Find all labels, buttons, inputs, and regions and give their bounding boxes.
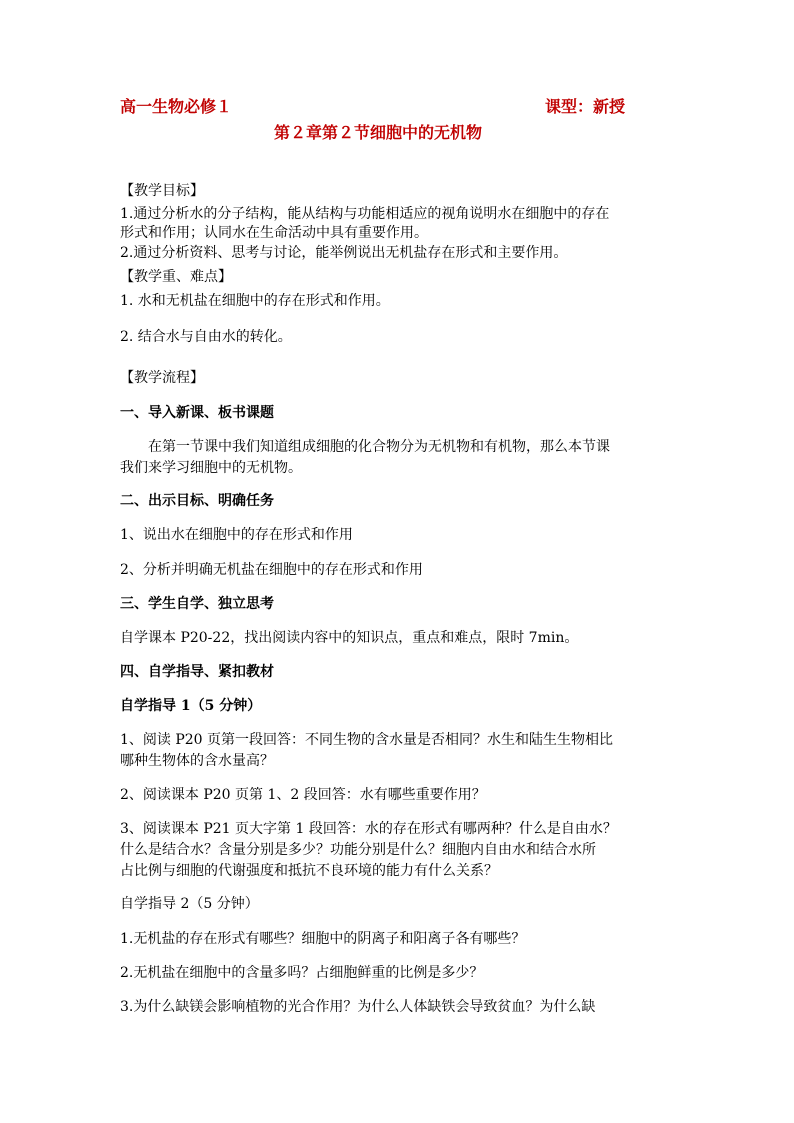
lesson-type-label: 课型：新授 <box>545 97 626 116</box>
guide-1-question-2: 2、阅读课本 P20 页第 1、2 段回答：水有哪些重要作用？ <box>120 787 486 803</box>
guide-1-question-1-line-1: 1、阅读 P20 页第一段回答：不同生物的含水量是否相同？水生和陆生生物相比 <box>120 732 614 748</box>
section-3-paragraph: 自学课本 P20-22，找出阅读内容中的知识点，重点和难点，限时 7min。 <box>120 630 579 646</box>
objective-1-line-2: 形式和作用；认同水在生命活动中具有重要作用。 <box>120 225 428 241</box>
objectives-heading: 【教学目标】 <box>120 183 204 199</box>
guide-1-question-3-line-2: 什么是结合水？含量分别是多少？功能分别是什么？细胞内自由水和结合水所 <box>120 842 596 858</box>
section-4-title: 四、自学指导、紧扣教材 <box>120 664 274 680</box>
key-points-heading: 【教学重、难点】 <box>120 269 232 285</box>
section-1-paragraph-line-1: 在第一节课中我们知道组成细胞的化合物分为无机物和有机物，那么本节课 <box>148 439 610 455</box>
guide-2-question-2: 2.无机盐在细胞中的含量多吗？占细胞鲜重的比例是多少？ <box>120 965 484 981</box>
process-heading: 【教学流程】 <box>120 370 204 386</box>
objective-1-line-1: 1.通过分析水的分子结构，能从结构与功能相适应的视角说明水在细胞中的存在 <box>120 206 610 222</box>
section-2-title: 二、出示目标、明确任务 <box>120 493 274 509</box>
course-label: 高一生物必修１ <box>120 97 233 116</box>
section-3-title: 三、学生自学、独立思考 <box>120 596 274 612</box>
guide-2-title: 自学指导 2（5 分钟） <box>120 896 259 912</box>
section-2-item-2: 2、分析并明确无机盐在细胞中的存在形式和作用 <box>120 562 423 578</box>
key-point-2: 2. 结合水与自由水的转化。 <box>120 329 292 345</box>
guide-2-question-1: 1.无机盐的存在形式有哪些？细胞中的阴离子和阳离子各有哪些？ <box>120 931 526 947</box>
section-2-item-1: 1、说出水在细胞中的存在形式和作用 <box>120 527 353 543</box>
guide-1-question-3-line-3: 占比例与细胞的代谢强度和抵抗不良环境的能力有什么关系？ <box>120 863 498 879</box>
guide-2-question-3: 3.为什么缺镁会影响植物的光合作用？为什么人体缺铁会导致贫血？为什么缺 <box>120 999 596 1015</box>
page-title: 第２章第２节细胞中的无机物 <box>274 123 483 142</box>
objective-2: 2.通过分析资料、思考与讨论，能举例说出无机盐存在形式和主要作用。 <box>120 245 568 261</box>
guide-1-title: 自学指导 1（5 分钟） <box>120 698 262 714</box>
guide-1-question-3-line-1: 3、阅读课本 P21 页大字第 1 段回答：水的存在形式有哪两种？什么是自由水？ <box>120 821 617 837</box>
guide-1-question-1-line-2: 哪种生物体的含水量高？ <box>120 753 274 769</box>
key-point-1: 1. 水和无机盐在细胞中的存在形式和作用。 <box>120 293 390 309</box>
section-1-title: 一、导入新课、板书课题 <box>120 405 274 421</box>
section-1-paragraph-line-2: 我们来学习细胞中的无机物。 <box>120 460 302 476</box>
